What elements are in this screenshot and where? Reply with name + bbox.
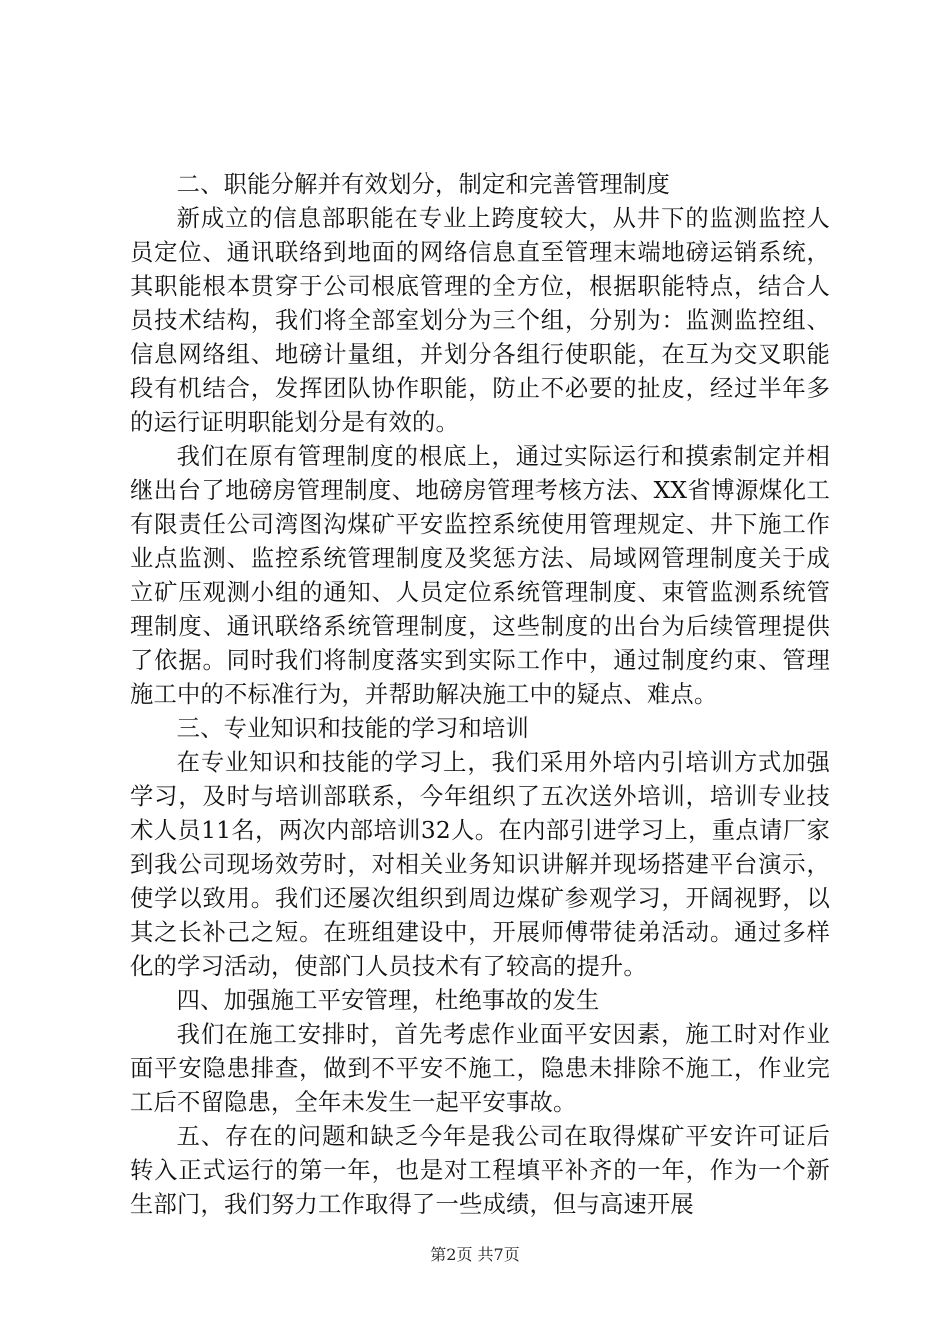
section-heading-3: 三、专业知识和技能的学习和培训: [176, 715, 530, 742]
paragraph-training: 在专业知识和技能的学习上，我们采用外培内引培训方式加强学习，及时与培训部联系，今年组织了五次送外培训，培训专业技术人员11名，两次内部培训32人。在内部引进学习上，重点请厂家到我公司现场效劳时，对相关业务知识讲解并现场搭建平台演示，使学以致用。我们还屡次组织到周边煤矿参观学习，开阔视野，以其之长补己之短。在班组建设中，开展师傅带徒弟活动。通过多样化的学习活动，使部门人员技术有了较高的提升。: [130, 749, 830, 980]
section-heading-4: 四、加强施工平安管理，杜绝事故的发生: [176, 987, 600, 1014]
paragraph-management-rules: 我们在原有管理制度的根底上，通过实际运行和摸索制定并相继出台了地磅房管理制度、地磅房管理考核方法、XX省博源煤化工有限责任公司湾图沟煤矿平安监控系统使用管理规定、井下施工作业点监测、监控系统管理制度及奖惩方法、局域网管理制度关于成立矿压观测小组的通知、人员定位系统管理制度、束管监测系统管理制度、通讯联络系统管理制度，这些制度的出台为后续管理提供了依据。同时我们将制度落实到实际工作中，通过制度约束、管理施工中的不标准行为，并帮助解决施工中的疑点、难点。: [130, 443, 830, 708]
section-heading-2: 二、职能分解并有效划分，制定和完善管理制度: [176, 171, 671, 198]
paragraph-division-of-functions: 新成立的信息部职能在专业上跨度较大，从井下的监测监控人员定位、通讯联络到地面的网络信息直至管理末端地磅运销系统，其职能根本贯穿于公司根底管理的全方位，根据职能特点，结合人员技术结构，我们将全部室划分为三个组，分别为：监测监控组、信息网络组、地磅计量组，并划分各组行使职能，在互为交叉职能段有机结合，发挥团队协作职能，防止不必要的扯皮，经过半年多的运行证明职能划分是有效的。: [130, 205, 830, 436]
paragraph-problems: 五、存在的问题和缺乏今年是我公司在取得煤矿平安许可证后转入正式运行的第一年，也是对工程填平补齐的一年，作为一个新生部门，我们努力工作取得了一些成绩，但与高速开展: [130, 1123, 830, 1218]
document-body: [130, 168, 830, 1222]
paragraph-safety: 我们在施工安排时，首先考虑作业面平安因素，施工时对作业面平安隐患排查，做到不平安不施工，隐患未排除不施工，作业完工后不留隐患，全年未发生一起平安事故。: [130, 1021, 830, 1116]
page-number-footer: 第2页 共7页: [430, 1245, 520, 1264]
